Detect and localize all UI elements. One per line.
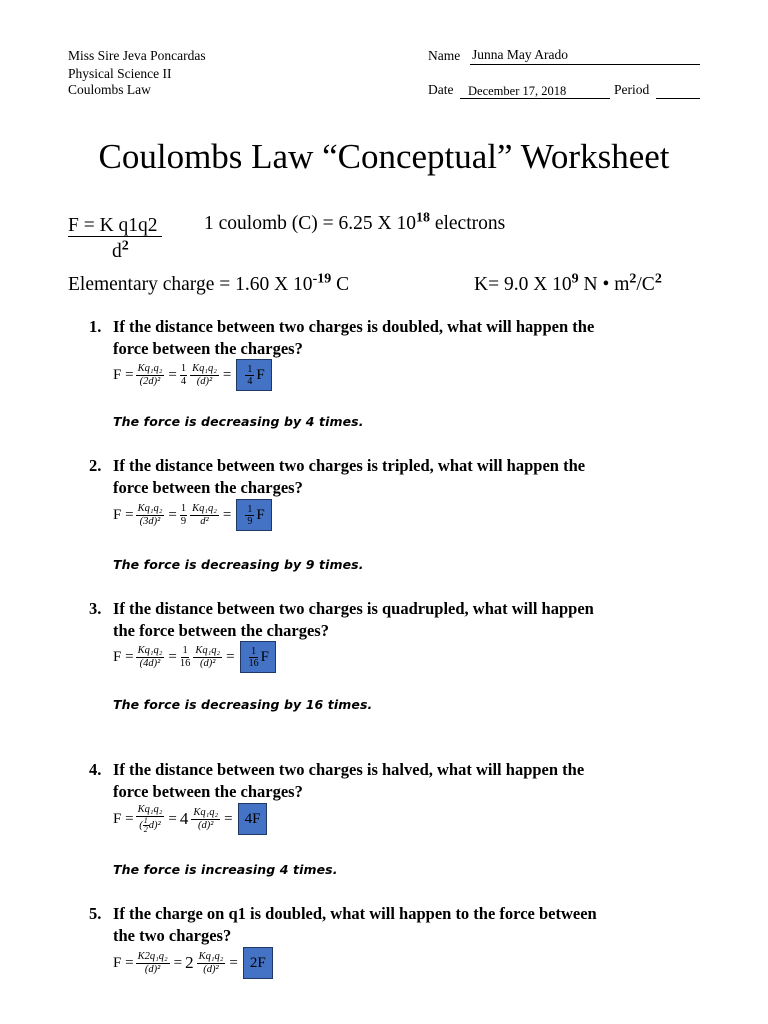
fraction-num: Kq₁q₂: [137, 502, 163, 514]
equals-sign: =: [229, 954, 238, 971]
coulomb-suffix: electrons: [429, 213, 506, 234]
question-3: [89, 598, 594, 642]
formula-denominator: [112, 238, 129, 263]
fraction-den: (d)²: [203, 963, 219, 975]
box-num: 1: [247, 503, 253, 515]
box-fraction: [245, 364, 254, 387]
coefficient: 4: [179, 809, 189, 828]
equation-2: [113, 498, 272, 532]
equation-4: [113, 802, 267, 836]
coef-num: 1: [182, 644, 188, 656]
formula-denominator-text: d: [112, 241, 122, 262]
period-underline[interactable]: [656, 98, 700, 99]
equation-1: [113, 358, 272, 392]
fraction: [136, 951, 170, 976]
fraction: [190, 363, 219, 388]
coulomb-formula: [68, 215, 162, 237]
answer-box: 2F: [243, 947, 273, 979]
fraction: [190, 503, 219, 528]
question-4: [89, 759, 584, 803]
eq-lhs: F =: [113, 648, 134, 665]
k-exp: 9: [571, 271, 579, 287]
equation-5: [113, 946, 273, 980]
box-suffix: F: [256, 366, 265, 383]
question-number: 3.: [89, 599, 102, 618]
fraction-den: d²: [200, 515, 209, 527]
box-den: 9: [247, 515, 253, 527]
fraction-num: Kq₁q₂: [137, 362, 163, 374]
k-exp2: 2: [629, 271, 637, 287]
coefficient: [180, 503, 187, 528]
coefficient: [180, 363, 187, 388]
elementary-suffix: C: [331, 274, 350, 295]
answer-box: [236, 359, 271, 391]
coefficient: 2: [185, 953, 194, 972]
question-text-line1: If the distance between two charges is quadrupled, what will happen: [113, 599, 594, 618]
fraction: [136, 363, 165, 388]
answer-2: The force is decreasing by 9 times.: [113, 557, 364, 572]
topic-name: Coulombs Law: [68, 82, 151, 97]
equals-sign: =: [222, 506, 232, 523]
equals-sign: =: [168, 506, 177, 523]
question-text-line2: the force between the charges?: [113, 621, 329, 640]
fraction-num: Kq₁q₂: [198, 950, 224, 962]
fraction: [197, 951, 226, 976]
eq-lhs: F =: [113, 506, 134, 523]
eq-lhs: F =: [113, 954, 134, 971]
coef-den: 9: [180, 515, 187, 527]
equals-sign: =: [168, 648, 177, 665]
k-exp3: 2: [654, 271, 662, 287]
equals-sign: =: [168, 366, 177, 383]
elementary-text: Elementary charge = 1.60 X 10: [68, 274, 313, 295]
fraction-num: Kq₁q₂: [195, 644, 221, 656]
eq-lhs: F =: [113, 810, 134, 827]
question-number: 4.: [89, 760, 102, 779]
period-label: Period: [614, 82, 650, 97]
date-value[interactable]: December 17, 2018: [468, 84, 567, 98]
page-title: Coulombs Law “Conceptual” Worksheet: [98, 137, 670, 176]
subject-name: Physical Science II: [68, 66, 172, 81]
question-text-line2: force between the charges?: [113, 339, 303, 358]
fraction-num: Kq₁q₂: [192, 362, 217, 374]
name-label: Name: [428, 48, 461, 63]
coef-den: 4: [180, 375, 187, 387]
coef-den: 16: [179, 657, 191, 669]
k-mid: N • m: [578, 274, 630, 295]
fraction-den: (3d)²: [139, 515, 161, 527]
teacher-name: Miss Sire Jeva Poncardas: [68, 48, 206, 63]
box-den: 16: [248, 657, 259, 669]
elementary-charge: [68, 271, 350, 296]
box-den: 4: [247, 375, 253, 387]
question-number: 5.: [89, 904, 102, 923]
half-num: 1: [143, 816, 148, 825]
box-num: 1: [247, 363, 253, 375]
question-number: 2.: [89, 456, 102, 475]
question-5: [89, 903, 597, 947]
fraction: [136, 503, 165, 528]
equals-sign: =: [168, 810, 177, 827]
box-suffix: F: [256, 506, 265, 523]
paren-open: (: [139, 819, 143, 831]
question-text-line2: force between the charges?: [113, 782, 303, 801]
equation-3: [113, 640, 276, 674]
fraction-den: [137, 817, 162, 834]
name-underline: [470, 64, 700, 65]
box-fraction: [249, 646, 259, 669]
coef-num: 1: [180, 362, 187, 374]
coulomb-exp: 18: [415, 210, 430, 226]
fraction-den: (d)²: [144, 963, 161, 975]
paren-close: d)²: [148, 819, 161, 831]
box-suffix: F: [260, 648, 269, 665]
fraction: [193, 645, 222, 670]
question-text-line2: force between the charges?: [113, 478, 303, 497]
k-text: K= 9.0 X 10: [474, 274, 572, 295]
fraction-num: K2q₁q₂: [137, 950, 168, 962]
question-text-line2: the two charges?: [113, 926, 232, 945]
question-1: [89, 316, 594, 360]
coef-num: 1: [180, 502, 187, 514]
fraction-den: (d)²: [200, 657, 216, 669]
k-constant: [474, 271, 662, 296]
fraction-den: (d)²: [196, 375, 213, 387]
coefficient: [180, 645, 191, 670]
question-number: 1.: [89, 317, 102, 336]
answer-4: The force is increasing 4 times.: [113, 862, 338, 877]
answer-3: The force is decreasing by 16 times.: [113, 697, 373, 712]
elementary-exp: -19: [312, 271, 332, 287]
fraction-num: Kq₁q₂: [192, 502, 217, 514]
k-mid2: /C: [636, 274, 655, 295]
fraction: [136, 645, 165, 670]
fraction: [136, 804, 165, 834]
equals-sign: =: [226, 648, 235, 665]
answer-box: [236, 499, 271, 531]
equals-sign: =: [222, 366, 232, 383]
fraction: [191, 807, 220, 832]
date-label: Date: [428, 82, 454, 97]
answer-1: The force is decreasing by 4 times.: [113, 414, 364, 429]
coulomb-text: 1 coulomb (C) = 6.25 X 10: [204, 213, 416, 234]
box-num: 1: [251, 645, 257, 657]
coulomb-definition: [204, 210, 506, 235]
question-text-line1: If the distance between two charges is halved, what will happen the: [113, 760, 585, 779]
question-text-line1: If the distance between two charges is doubled, what will happen the: [113, 317, 595, 336]
equals-sign: =: [224, 810, 233, 827]
fraction-num: Kq₁q₂: [137, 804, 163, 815]
fraction-num: Kq₁q₂: [137, 644, 163, 656]
question-text-line1: If the charge on q1 is doubled, what will happen to the force between: [113, 904, 597, 923]
formula-denominator-exp: 2: [121, 238, 129, 254]
name-value[interactable]: Junna May Arado: [472, 47, 568, 62]
formula-numerator: F = K q1q2: [68, 215, 162, 237]
answer-box: 4F: [238, 803, 268, 835]
fraction-den: (4d)²: [139, 657, 161, 669]
fraction-num: Kq₁q₂: [193, 806, 219, 818]
fraction-den: (2d)²: [139, 375, 161, 387]
question-2: [89, 455, 585, 499]
eq-lhs: F =: [113, 366, 134, 383]
fraction-den: (d)²: [198, 819, 214, 831]
half-den: 2: [143, 825, 148, 834]
box-fraction: [245, 504, 254, 527]
question-text-line1: If the distance between two charges is tripled, what will happen the: [113, 456, 586, 475]
answer-box: [240, 641, 276, 673]
equals-sign: =: [173, 954, 183, 971]
